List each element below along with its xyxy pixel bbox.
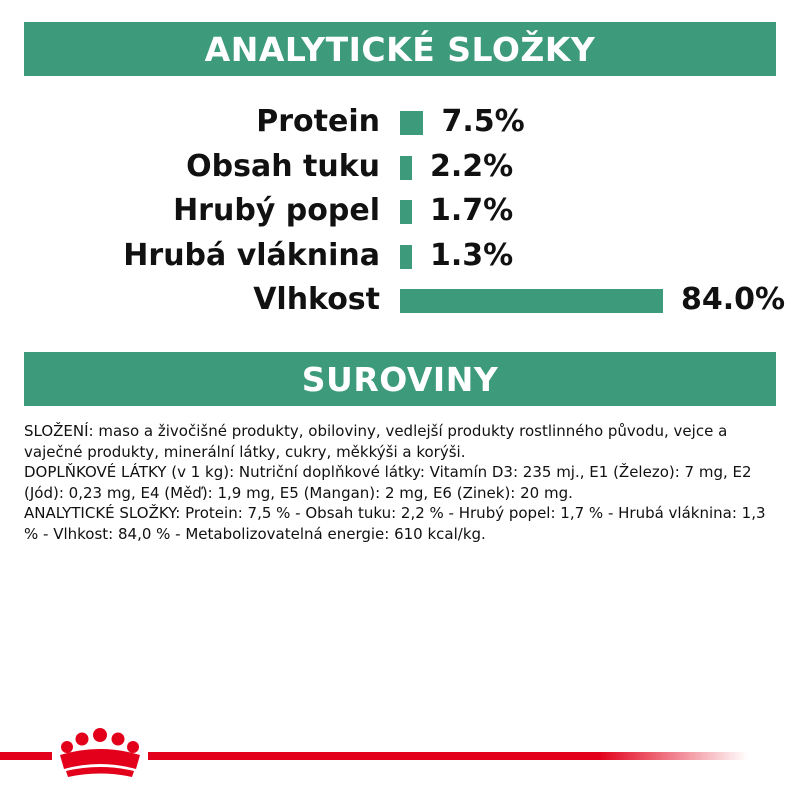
composition-text: SLOŽENÍ: maso a živočišné produkty, obiloviny, vedlejší produkty rostlinného původu, vejce a vaječné produkty, minerální látky, cukry, měkkýši a korýši. DOPLŇKOVÉ LÁTKY (v 1 kg): Nutriční doplňkové látky: Vitamín D3: 235 mj., E1 (Železo): 7 mg, E2 (Jód): 0,23 mg, E4 (Měď): 1,9 mg, E5 (Mangan): 2 mg, E6 (Zinek): 20 mg. ANALYTICKÉ SLOŽKY: Protein: 7,5 % - Obsah tuku: 2,2 % - Hrubý popel: 1,7 % - Hrubá vláknina: 1,3 % - Vlhkost: 84,0 % - Metabolizovatelná energie: 610 kcal/kg. <box>24 422 766 543</box>
bar-vlhkost <box>400 289 663 313</box>
analytic-constituents-header: ANALYTICKÉ SLOŽKY <box>24 22 776 76</box>
bar-value-hruba-vlaknina: 1.3% <box>430 237 514 273</box>
royal-crown-icon <box>60 728 140 777</box>
bar-label-hruby-popel: Hrubý popel <box>173 193 380 228</box>
bar-label-vlhkost: Vlhkost <box>253 282 380 317</box>
bar-value-obsah-tuku: 2.2% <box>430 148 514 184</box>
bar-protein <box>400 111 423 135</box>
ingredients-header: SUROVINY <box>24 352 776 406</box>
bar-label-hruba-vlaknina: Hrubá vláknina <box>123 237 380 273</box>
bar-hruby-popel <box>400 200 412 224</box>
bar-obsah-tuku <box>400 156 412 180</box>
bar-hruba-vlaknina <box>400 245 412 269</box>
brand-footer <box>0 725 800 785</box>
bar-label-protein: Protein <box>256 104 380 139</box>
bar-value-hruby-popel: 1.7% <box>430 193 514 228</box>
bar-value-protein: 7.5% <box>441 104 525 139</box>
footer-line-left <box>0 752 52 760</box>
bar-value-vlhkost: 84.0% <box>681 282 786 317</box>
bar-label-obsah-tuku: Obsah tuku <box>186 148 380 184</box>
footer-line-right <box>148 752 748 760</box>
